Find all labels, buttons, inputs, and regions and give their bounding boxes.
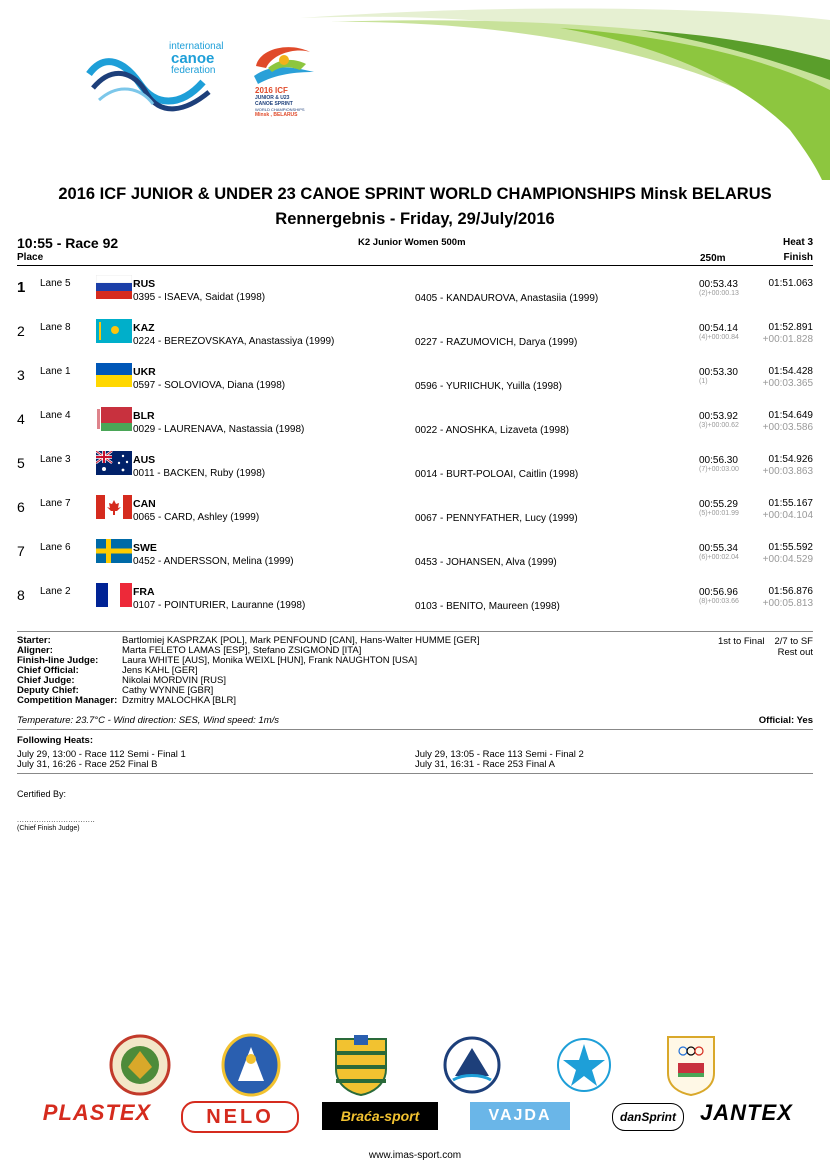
result-finish-time: 01:54.649 — [768, 410, 813, 421]
crest-emblem-icon — [108, 1033, 172, 1097]
official-label: Finish-line Judge: — [17, 655, 99, 666]
official-status: Official: Yes — [758, 715, 813, 726]
result-athlete-1: 0011 - BACKEN, Ruby (1998) — [133, 468, 266, 479]
result-split-time: 00:53.43 — [699, 279, 738, 290]
result-time-behind: +00:04.529 — [762, 554, 813, 565]
result-split-time: 00:56.96 — [699, 587, 738, 598]
icf-logo-line1: international — [169, 41, 224, 52]
federation-triangle-icon — [443, 1036, 501, 1094]
official-label: Chief Judge: — [17, 675, 75, 686]
minsk-coat-of-arms-icon — [220, 1033, 282, 1097]
result-finish-time: 01:54.926 — [768, 454, 813, 465]
result-country: BLR — [133, 410, 155, 422]
result-split-rank: (5)+00:01.99 — [699, 510, 739, 517]
result-country: UKR — [133, 366, 156, 378]
result-row — [0, 319, 830, 363]
following-heat-item: July 31, 16:31 - Race 253 Final A — [415, 759, 555, 770]
official-value: Jens KAHL [GER] — [122, 665, 198, 676]
result-time-behind: +00:03.365 — [762, 378, 813, 389]
race-event: K2 Junior Women 500m — [358, 237, 466, 248]
qualification-rule-final: 1st to Final — [718, 636, 765, 647]
official-value: Nikolai MORDVIN [RUS] — [122, 675, 226, 686]
result-split-rank: (1) — [699, 378, 708, 385]
race-time: 10:55 - Race 92 — [17, 235, 119, 251]
result-split-time: 00:55.29 — [699, 499, 738, 510]
result-lane: Lane 2 — [40, 586, 71, 597]
result-finish-time: 01:56.876 — [768, 586, 813, 597]
result-country: RUS — [133, 278, 156, 290]
swe-flag-icon — [96, 539, 132, 563]
result-athlete-2: 0014 - BURT-POLOAI, Caitlin (1998) — [415, 469, 579, 480]
result-finish-time: 01:55.167 — [768, 498, 813, 509]
results-divider — [17, 631, 813, 632]
result-time-behind: +00:04.104 — [762, 510, 813, 521]
result-athlete-2: 0405 - KANDAUROVA, Anastasiia (1999) — [415, 293, 599, 304]
result-split-time: 00:53.92 — [699, 411, 738, 422]
certified-by-label: Certified By: — [17, 789, 67, 799]
olympic-committee-icon — [664, 1033, 718, 1097]
chief-finish-judge-label: (Chief Finish Judge) — [17, 825, 80, 832]
result-split-rank: (7)+00:03.00 — [699, 466, 739, 473]
result-split-time: 00:54.14 — [699, 323, 738, 334]
result-place: 8 — [17, 587, 25, 603]
result-lane: Lane 3 — [40, 454, 71, 465]
result-country: SWE — [133, 542, 157, 554]
result-lane: Lane 7 — [40, 498, 71, 509]
heats-divider — [17, 773, 813, 774]
result-country: KAZ — [133, 322, 155, 334]
official-value: Cathy WYNNE [GBR] — [122, 685, 214, 696]
official-label: Deputy Chief: — [17, 685, 79, 696]
icf-logo-line2: canoe — [171, 50, 215, 67]
following-heat-item: July 29, 13:00 - Race 112 Semi - Final 1 — [17, 749, 186, 760]
qualification-rule-semifinal: 2/7 to SF — [774, 636, 813, 647]
ukr-flag-icon — [96, 363, 132, 387]
column-header-place: Place — [17, 252, 44, 263]
weather-info: Temperature: 23.7°C - Wind direction: SES, Wind speed: 1m/s — [17, 715, 280, 726]
result-country: FRA — [133, 586, 155, 598]
result-place: 2 — [17, 323, 25, 339]
result-athlete-1: 0065 - CARD, Ashley (1999) — [133, 512, 260, 523]
event-emblem-icon — [250, 42, 318, 88]
result-row — [0, 495, 830, 539]
sponsor-dansprint-logo: danSprint — [612, 1103, 684, 1131]
result-split-time: 00:56.30 — [699, 455, 738, 466]
result-place: 1 — [17, 279, 26, 296]
result-split-time: 00:53.30 — [699, 367, 738, 378]
qualification-rule-out: Rest out — [777, 647, 813, 658]
result-time-behind: +00:03.586 — [762, 422, 813, 433]
result-athlete-2: 0022 - ANOSHKA, Lizaveta (1998) — [415, 425, 569, 436]
event-logo-line5: Minsk , BELARUS — [255, 112, 298, 118]
result-athlete-2: 0596 - YURIICHUK, Yuilla (1998) — [415, 381, 562, 392]
official-label: Starter: — [17, 635, 51, 646]
sponsor-vajda-logo: VAJDA — [470, 1102, 570, 1130]
official-value: Dzmitry MALOCHKA [BLR] — [122, 695, 237, 706]
column-header-split: 250m — [700, 253, 726, 264]
result-athlete-1: 0395 - ISAEVA, Saidat (1998) — [133, 292, 266, 303]
star-emblem-icon — [555, 1036, 613, 1094]
sponsor-plastex-logo: PLASTEX — [42, 1100, 152, 1125]
result-row — [0, 451, 830, 495]
result-country: CAN — [133, 498, 156, 510]
result-athlete-1: 0224 - BEREZOVSKAYA, Anastassiya (1999) — [133, 336, 335, 347]
kaz-flag-icon — [96, 319, 132, 343]
result-row — [0, 363, 830, 407]
result-country: AUS — [133, 454, 156, 466]
result-split-rank: (6)+00:02.04 — [699, 554, 739, 561]
result-place: 6 — [17, 499, 25, 515]
can-flag-icon — [96, 495, 132, 519]
result-time-behind: +00:01.828 — [762, 334, 813, 345]
result-place: 3 — [17, 367, 25, 383]
blr-flag-icon — [96, 407, 132, 431]
result-lane: Lane 8 — [40, 322, 71, 333]
following-heat-item: July 31, 16:26 - Race 252 Final B — [17, 759, 158, 770]
result-finish-time: 01:54.428 — [768, 366, 813, 377]
aus-flag-icon — [96, 451, 132, 475]
result-row — [0, 407, 830, 451]
page-title: 2016 ICF JUNIOR & UNDER 23 CANOE SPRINT WORLD CHAMPIONSHIPS Minsk BELARUS — [58, 185, 772, 203]
result-athlete-2: 0067 - PENNYFATHER, Lucy (1999) — [415, 513, 578, 524]
header-divider — [17, 265, 813, 266]
event-logo — [250, 42, 318, 128]
event-logo-line3: CANOE SPRINT — [255, 101, 293, 107]
result-lane: Lane 1 — [40, 366, 71, 377]
result-place: 4 — [17, 411, 25, 427]
sponsor-nelo-logo: NELO — [181, 1101, 299, 1133]
region-shield-icon — [332, 1033, 390, 1097]
result-time-behind: +00:03.863 — [762, 466, 813, 477]
result-lane: Lane 4 — [40, 410, 71, 421]
event-logo-line4: WORLD CHAMPIONSHIPS — [255, 107, 305, 112]
official-label: Chief Official: — [17, 665, 79, 676]
result-finish-time: 01:55.592 — [768, 542, 813, 553]
result-finish-time: 01:51.063 — [768, 278, 813, 289]
column-header-finish: Finish — [783, 252, 813, 263]
sponsor-braca-sport-logo: Braća-sport — [322, 1102, 438, 1130]
icf-logo-line3: federation — [171, 65, 216, 76]
result-place: 5 — [17, 455, 25, 471]
icf-logo — [85, 42, 235, 122]
result-lane: Lane 5 — [40, 278, 71, 289]
result-athlete-2: 0453 - JOHANSEN, Alva (1999) — [415, 557, 557, 568]
sponsor-jantex-logo: JANTEX — [700, 1100, 793, 1125]
result-athlete-2: 0103 - BENITO, Maureen (1998) — [415, 601, 560, 612]
weather-divider — [17, 729, 813, 730]
following-heat-item: July 29, 13:05 - Race 113 Semi - Final 2 — [415, 749, 584, 760]
event-logo-line2: JUNIOR & U23 — [255, 95, 290, 101]
official-value: Bartlomiej KASPRZAK [POL], Mark PENFOUND [CAN], Hans-Walter HUMME [GER] — [122, 635, 480, 646]
result-time-behind: +00:05.813 — [762, 598, 813, 609]
result-athlete-1: 0029 - LAURENAVA, Nastassia (1998) — [133, 424, 305, 435]
official-value: Marta FELETO LAMAS [ESP], Stefano ZSIGMOND [ITA] — [122, 645, 362, 656]
fra-flag-icon — [96, 583, 132, 607]
official-label: Aligner: — [17, 645, 53, 656]
result-finish-time: 01:52.891 — [768, 322, 813, 333]
result-row — [0, 583, 830, 627]
signature-line: ................................ — [17, 817, 96, 824]
result-athlete-1: 0107 - POINTURIER, Lauranne (1998) — [133, 600, 306, 611]
result-row — [0, 539, 830, 583]
heat-label: Heat 3 — [782, 237, 813, 248]
result-athlete-2: 0227 - RAZUMOVICH, Darya (1999) — [415, 337, 578, 348]
result-athlete-1: 0452 - ANDERSSON, Melina (1999) — [133, 556, 294, 567]
result-split-rank: (3)+00:00.62 — [699, 422, 739, 429]
result-row — [0, 275, 830, 319]
result-split-time: 00:55.34 — [699, 543, 738, 554]
official-value: Laura WHITE [AUS], Monika WEIXL [HUN], Frank NAUGHTON [USA] — [122, 655, 418, 666]
footer-website: www.imas-sport.com — [368, 1150, 462, 1161]
page-subtitle: Rennergebnis - Friday, 29/July/2016 — [275, 210, 555, 228]
event-logo-line1: 2016 ICF — [255, 86, 288, 95]
rus-flag-icon — [96, 275, 132, 299]
result-split-rank: (8)+00:03.66 — [699, 598, 739, 605]
official-label: Competition Manager: — [17, 695, 118, 706]
result-split-rank: (4)+00:00.84 — [699, 334, 739, 341]
result-lane: Lane 6 — [40, 542, 71, 553]
result-split-rank: (2)+00:00.13 — [699, 290, 739, 297]
result-place: 7 — [17, 543, 25, 559]
result-athlete-1: 0597 - SOLOVIOVA, Diana (1998) — [133, 380, 286, 391]
following-heats-title: Following Heats: — [17, 735, 93, 746]
